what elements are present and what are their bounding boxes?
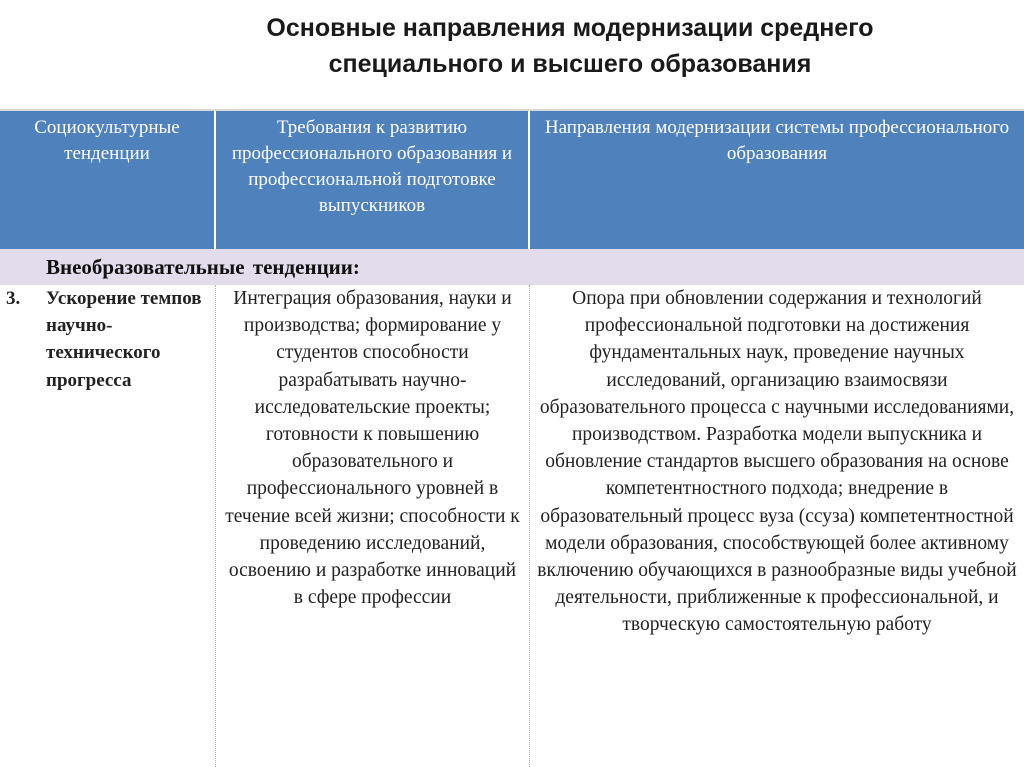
trend-text: Ускорение темпов научно-технического прогресса: [46, 288, 202, 391]
modernization-table: [0, 109, 1024, 767]
header-requirements: Требования к развитию профессионального образования и профессиональной подготовке выпускников: [216, 111, 530, 249]
directions-text: Опора при обновлении содержания и технологий профессиональной подготовки на достижения фундаментальных наук, проведение научных исследований, организацию взаимосвязи образовательного процесса с научными исследованиями, производством. Разработка модели выпускника и обновление стандартов высшего образования на основе компетентностного подхода; внедрение в образовательный процесс вуза (ссуза) компетентностной модели образования, способствующей более активному включению обучающихся в разнообразные виды учебной деятельности, приближенные к профессиональной, и творческую самостоятельную работу: [537, 288, 1017, 636]
requirements-cell: [216, 285, 530, 767]
requirements-text: Интеграция образования, науки и производства; формирование у студентов способности разрабатывать научно-исследовательские проекты; готовности к повышению образовательного и профессионального уровней в течение всей жизни; способности к проведению исследований, освоению и разработке инноваций в сфере профессии: [225, 288, 520, 609]
section-row: [0, 249, 1024, 285]
section-label: Внеобразовательные тенденции:: [46, 255, 360, 279]
header-modernization-directions: Направления модернизации системы профессионального образования: [544, 117, 1010, 164]
header-sociocultural-trends: Социокультурные тенденции: [0, 111, 216, 249]
row-number: 3.: [6, 288, 21, 309]
slide-title-line-1: Основные направления модернизации среднего: [266, 14, 874, 42]
trend-cell: [0, 285, 216, 767]
directions-cell: [530, 285, 1024, 767]
slide-title: [180, 10, 960, 82]
slide-title-line-2: специального и высшего образования: [328, 50, 812, 78]
table-row: [0, 285, 1024, 767]
table-header-row: [0, 109, 1024, 249]
